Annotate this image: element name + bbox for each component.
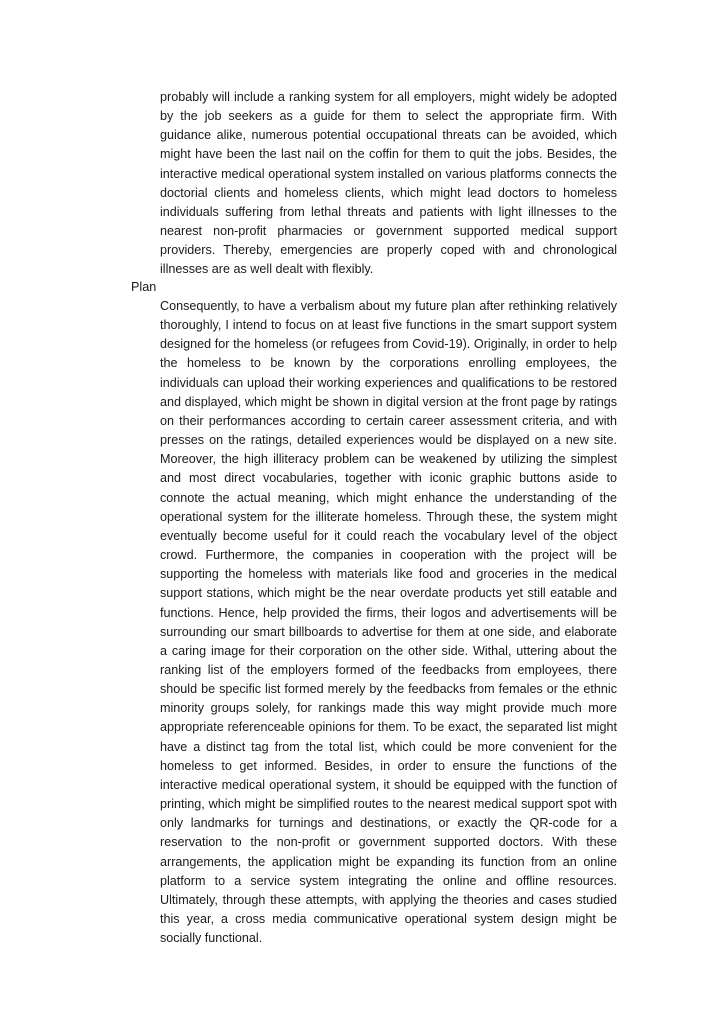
body-paragraph-intro: probably will include a ranking system for all employers, might widely be adopted by the job seekers as a guide for them to select the appropriate firm. With guidance alike, numerous potential occupational threats can be avoided, which might have been the last nail on the coffin for them to quit the jobs. Besides, the interactive medical operational system installed on various platforms connects the doctorial clients and homeless clients, which might lead doctors to homeless individuals suffering from lethal threats and patients with light illnesses to the nearest non-profit pharmacies or government supported medical support providers. Thereby, emergencies are properly coped with and chronological illnesses are as well dealt with flexibly. xyxy=(160,90,617,277)
section-heading-plan: Plan xyxy=(131,280,157,294)
body-paragraph-plan: Consequently, to have a verbalism about my future plan after rethinking relatively thoroughly, I intend to focus on at least five functions in the smart support system designed for the homeless (or refugees from Covid-19). Originally, in order to help the homeless to be known by the corporations enrolling employees, the individuals can upload their working experiences and qualifications to be restored and displayed, which might be shown in digital version at the front page by ratings on their performances according to certain career assessment criteria, and with presses on the ratings, detailed experiences would be displayed on a new site. Moreover, the high illiteracy problem can be weakened by utilizing the simplest and most direct vocabularies, together with iconic graphic buttons aside to connote the actual meaning, which might enhance the understanding of the operational system for the illiterate homeless. Through these, the system might eventually become useful for it could reach the vocabulary level of the object crowd. Furthermore, the companies in cooperation with the project will be supporting the homeless with materials like food and groceries in the medical support stations, which might be the near overdate products yet still eatable and functions. Hence, help provided the firms, their logos and advertisements will be surrounding our smart billboards to advertise for them at one side, and elaborate a caring image for their corporation on the other side. Withal, uttering about the ranking list of the employers formed of the feedbacks from employees, there should be specific list formed merely by the feedbacks from females or the ethnic minority groups solely, for rankings made this way might provide much more appropriate referenceable opinions for them. To be exact, the separated list might have a distinct tag from the total list, which could be more convenient for the homeless to get informed. Besides, in order to ensure the functions of the interactive medical operational system, it should be equipped with the function of printing, which might be simplified routes to the nearest medical support spot with only landmarks for turnings and destinations, or exactly the QR-code for a reservation to the non-profit or government supported doctors. With these arrangements, the application might be expanding its function from an online platform to a service system integrating the online and offline resources. Ultimately, through these attempts, with applying the theories and cases studied this year, a cross media communicative operational system design might be socially functional. xyxy=(160,299,617,946)
